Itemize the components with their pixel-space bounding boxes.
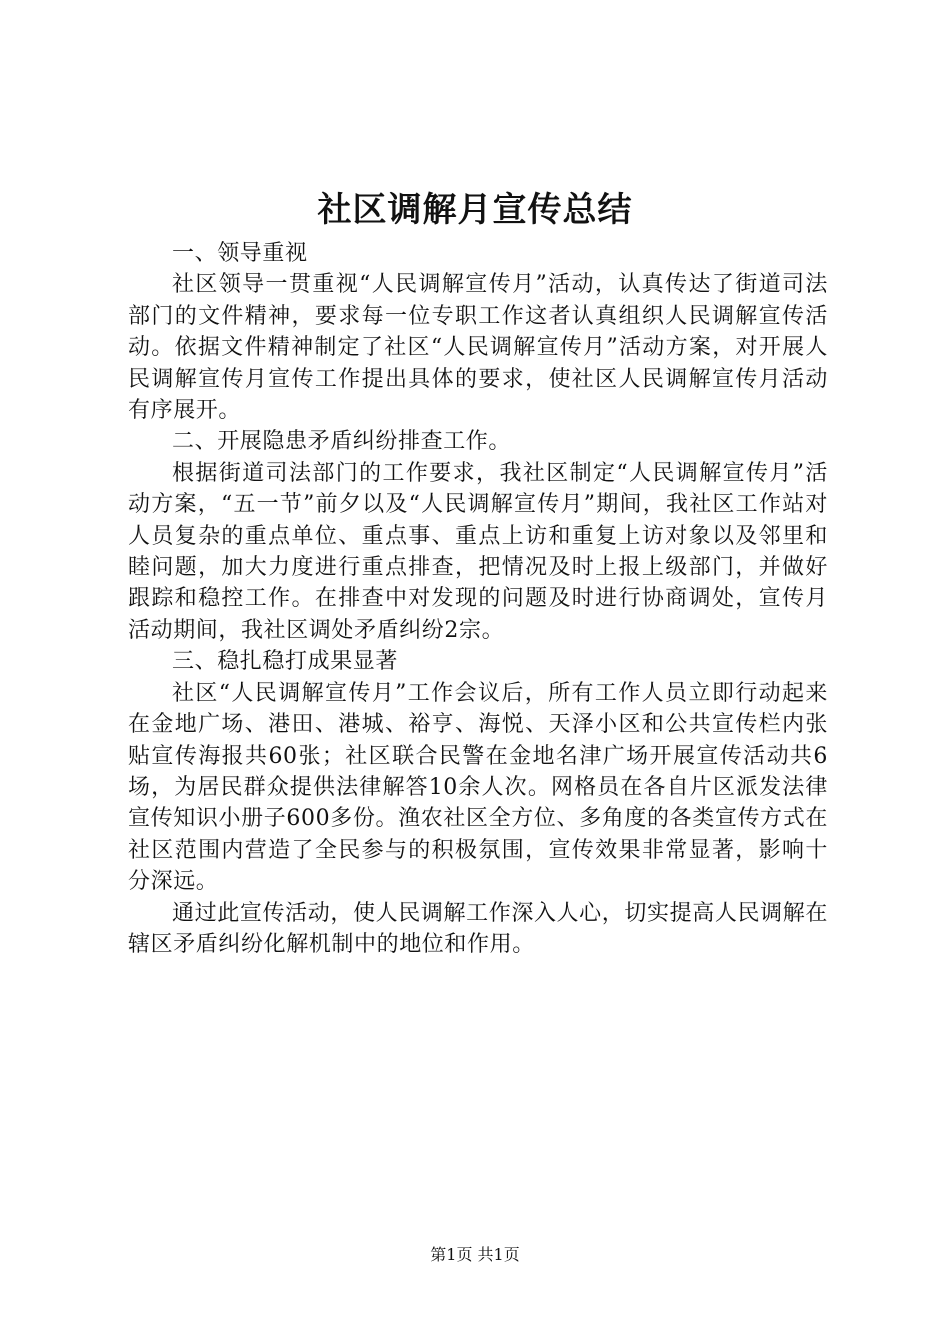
paragraph-2: 根据街道司法部门的工作要求，我社区制定“人民调解宣传月”活动方案，“五一节”前夕以及“人民调解宣传月”期间，我社区工作站对人员复杂的重点单位、重点事、重点上访和重复上访对象以及邻里和睦问题，加大力度进行重点排查，把情况及时上报上级部门，并做好跟踪和稳控工作。在排查中对发现的问题及时进行协商调处，宣传月活动期间，我社区调处矛盾纠纷2宗。 <box>128 460 828 643</box>
section-heading-1: 一、领导重视 <box>172 241 308 266</box>
paragraph-1: 社区领导一贯重视“人民调解宣传月”活动，认真传达了街道司法部门的文件精神，要求每一位专职工作这者认真组织人民调解宣传活动。依据文件精神制定了社区“人民调解宣传月”活动方案，对开展人民调解宣传月宣传工作提出具体的要求，使社区人民调解宣传月活动有序展开。 <box>128 272 828 424</box>
page-number-footer: 第1页 共1页 <box>430 1245 520 1264</box>
section-heading-3: 三、稳扎稳打成果显著 <box>172 649 399 675</box>
paragraph-4: 通过此宣传活动，使人民调解工作深入人心，切实提高人民调解在辖区矛盾纠纷化解机制中的地位和作用。 <box>128 900 828 957</box>
paragraph-3: 社区“人民调解宣传月”工作会议后，所有工作人员立即行动起来在金地广场、港田、港城、裕亨、海悦、天泽小区和公共宣传栏内张贴宣传海报共60张；社区联合民警在金地名津广场开展宣传活动共6场，为居民群众提供法律解答10余人次。网格员在各自片区派发法律宣传知识小册子600多份。渔农社区全方位、多角度的各类宣传方式在社区范围内营造了全民参与的积极氛围，宣传效果非常显著，影响十分深远。 <box>128 680 828 895</box>
section-heading-2: 二、开展隐患矛盾纠纷排查工作。 <box>172 429 512 455</box>
document-body <box>128 238 828 960</box>
document-title: 社区调解月宣传总结 <box>317 190 633 230</box>
